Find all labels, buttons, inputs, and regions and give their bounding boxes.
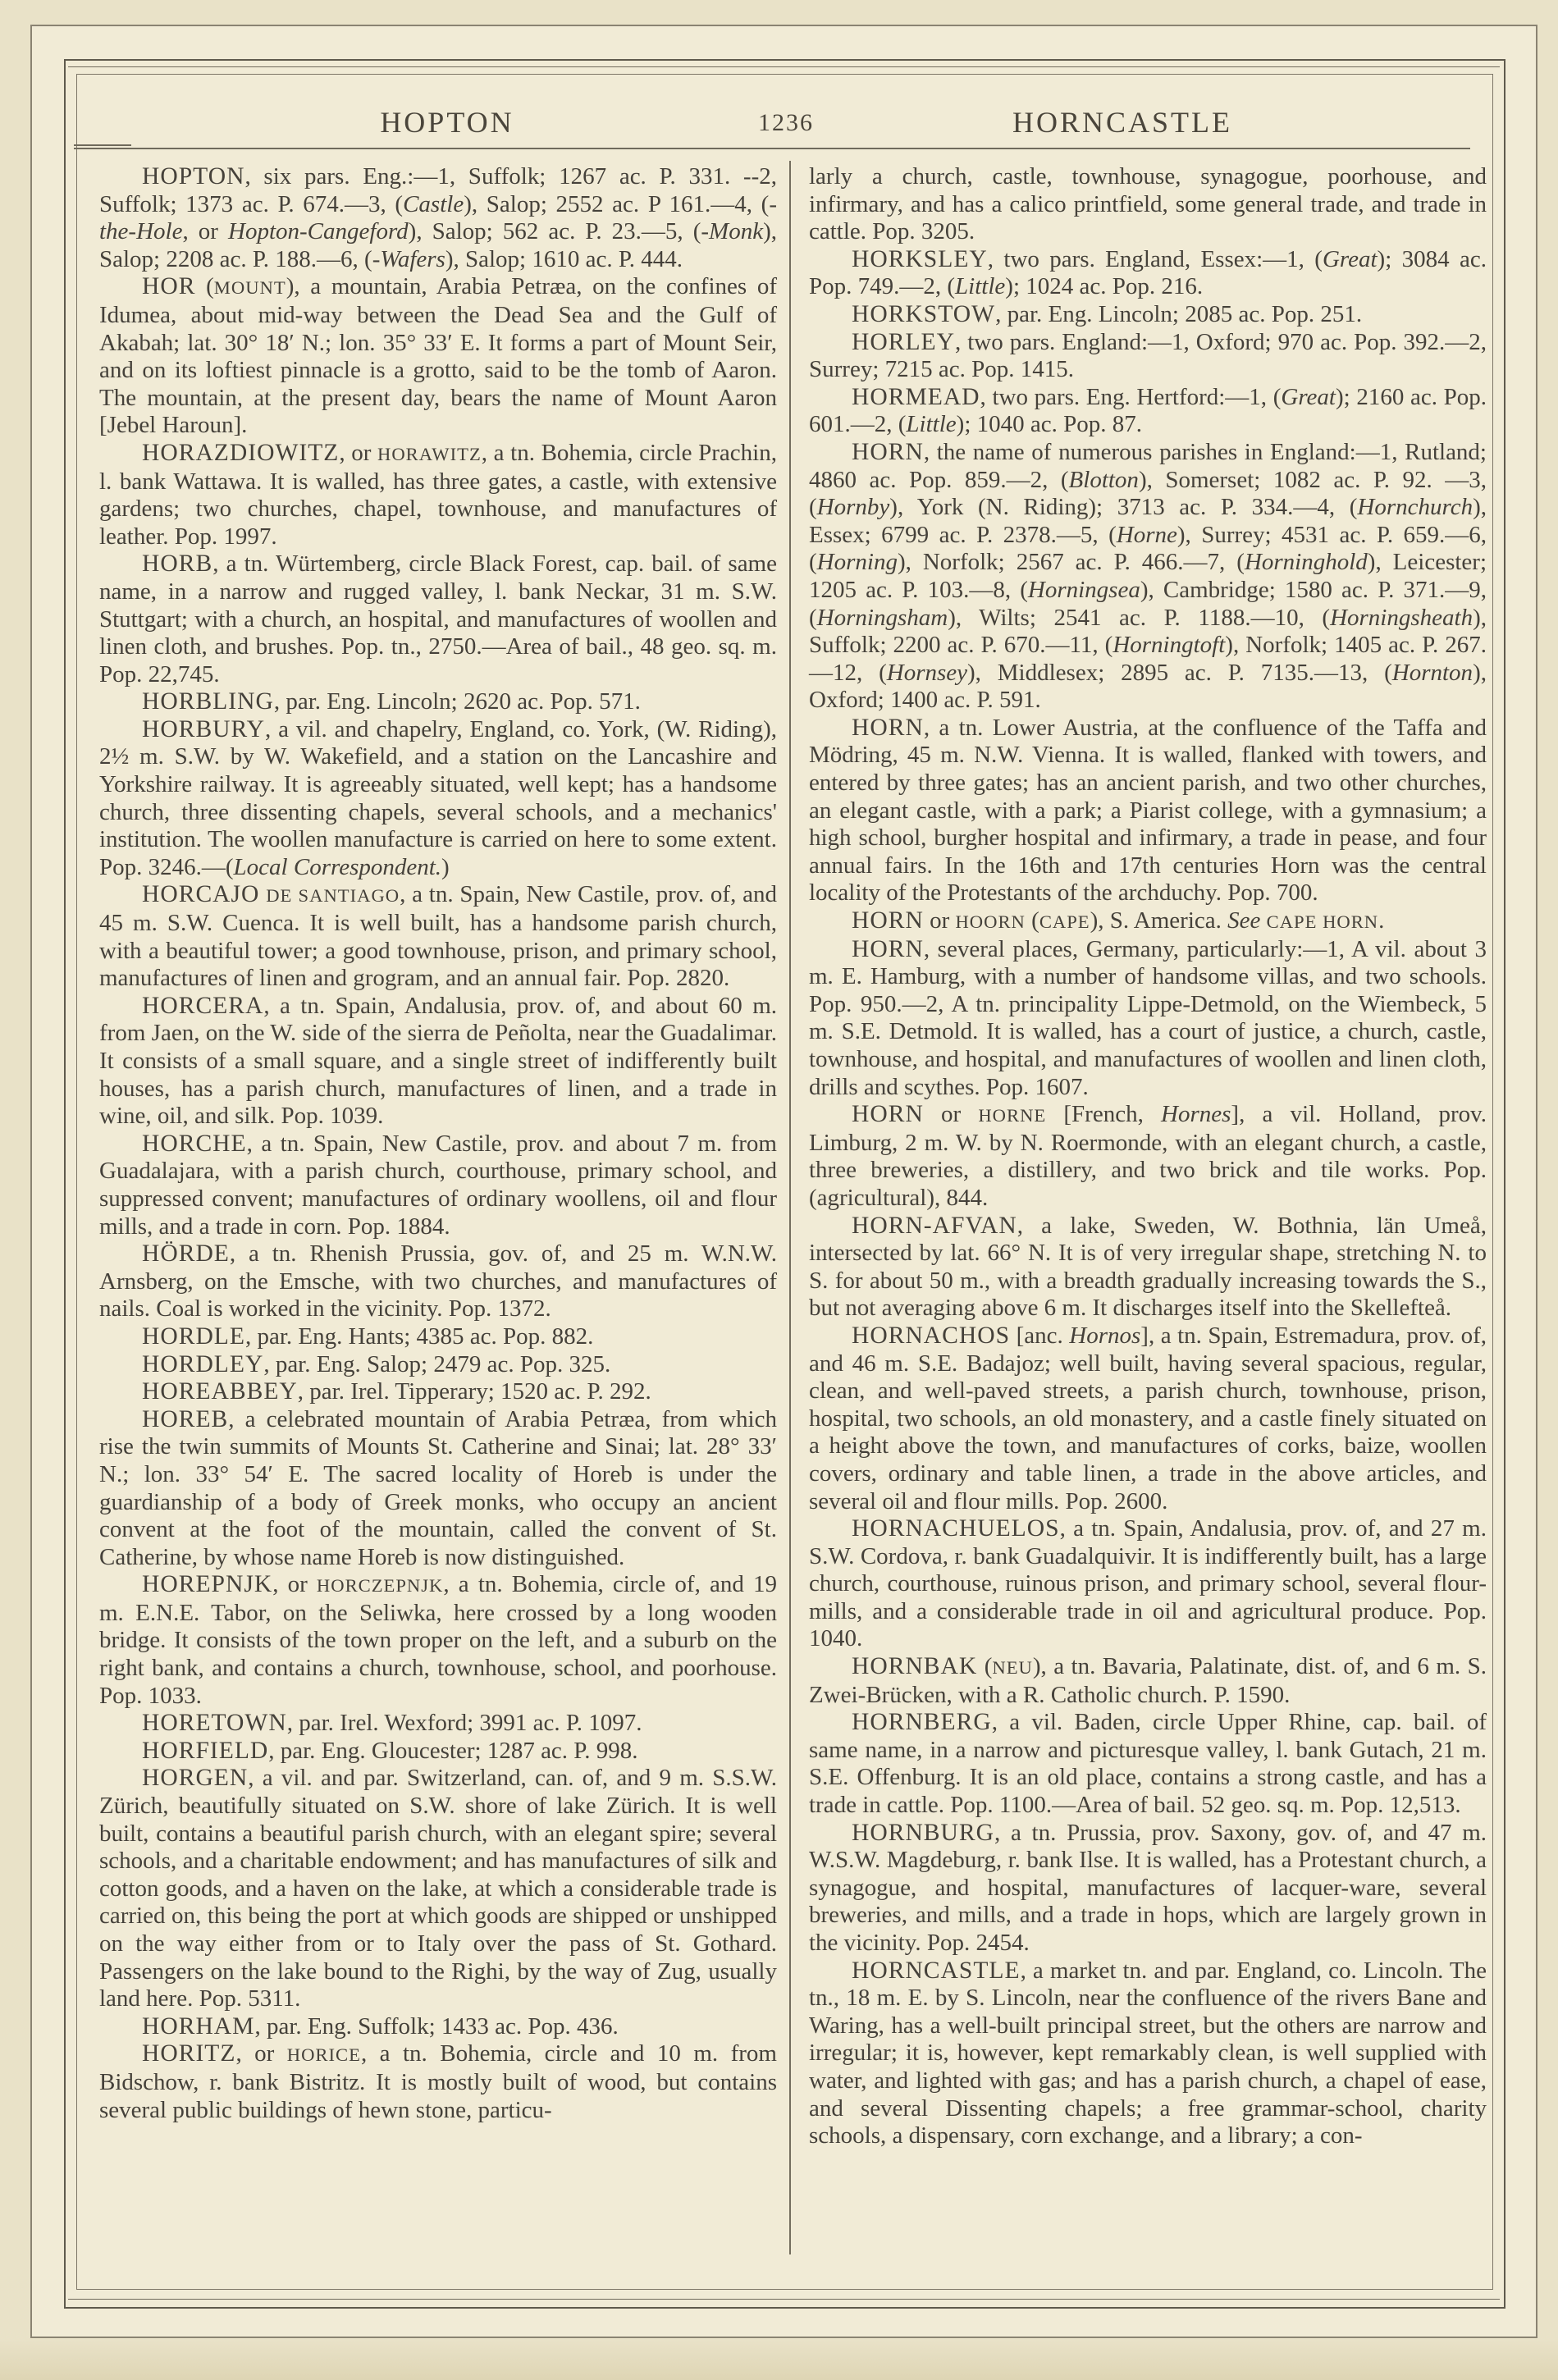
entry-text: ); 2160 ac. Pop. 601.—2, ( <box>809 383 1487 438</box>
entry-headword: HORBURY <box>142 715 265 742</box>
gazetteer-entry-hornachos <box>809 1322 1487 1515</box>
entry-text: -the-Hole <box>99 190 777 245</box>
entry-text: , par. Eng. Hants; 4385 ac. Pop. 882. <box>244 1322 594 1350</box>
gazetteer-entry-horn-austria <box>809 715 1487 907</box>
entry-text: ( <box>1025 907 1039 934</box>
entry-headword: HORBLING <box>142 688 274 715</box>
entry-text: , or <box>235 2040 287 2067</box>
entry-text: , several places, Germany, particularly:—1, A vil. about 3 m. E. Hamburg, with a number of handsome villas, and two schools. Pop. 950.—2, A tn. principality Lippe-Detmold, on the Wiembeck, 5 m. S.E. Detmold. It is walled, has a court of justice, a church, castle, townhouse, and hospital, and manufactures of woollen and linen cloth, drills and scythes. Pop. 1607. <box>809 935 1487 1100</box>
gazetteer-entry-horche <box>99 1131 777 1240</box>
entry-headword: HORDLE <box>142 1322 245 1350</box>
gazetteer-entry-horbury <box>99 716 777 882</box>
entry-text: , a market tn. and par. England, co. Lincoln. The tn., 18 m. E. by S. Lincoln, near the confluence of the rivers Bane and Waring, has a well-built principal street, but the others are narrow and irregular; it is, however, kept remarkably clean, is well supplied with water, and lighted with gas; and has a parish church, a chapel of ease, and several Dissenting chapels; a free grammar-school, charity schools, a dispensary, corn exchange, and a library; a con- <box>809 1957 1487 2149</box>
gazetteer-entry-horn-cape <box>809 907 1487 936</box>
entry-text: Horningsea <box>1027 576 1140 603</box>
entry-text: , par. Irel. Wexford; 3991 ac. P. 1097. <box>286 1710 642 1737</box>
gazetteer-entry-horbling <box>99 688 777 716</box>
gazetteer-entry-horepnjk <box>99 1571 777 1710</box>
entry-text: larly a church, castle, townhouse, synagogue, poorhouse, and infirmary, and has a calico printfield, some general trade, and trade in cattle. Pop. 3205. <box>809 163 1487 245</box>
entry-headword: HORB <box>142 550 213 578</box>
entry-headword: HORNBURG <box>852 1819 994 1846</box>
entry-text: , two pars. England, Essex:—1, ( <box>987 245 1323 272</box>
entry-headword: HORCAJO <box>142 881 260 908</box>
entry-text: ), Salop; 2208 ac. P. 188.—6, ( <box>99 218 777 272</box>
gazetteer-entry-hornachuelos <box>809 1515 1487 1653</box>
entry-text: , a vil. and par. Switzerland, can. of, and 9 m. S.S.W. Zürich, beautifully situated on S.W. shore of lake Zürich. It is well built, contains a beautiful parish church, with an elegant spire; several schools, and a charitable endowment; and has manufactures of silk and cotton goods, and a haven on the lake, at which a considerable trade is carried on, this being the port at which goods are shipped or unshipped on the way either from or to Italy over the pass of St. Gothard. Passengers on the lake bound to the Righi, by the way of Zug, usually land here. Pop. 5311. <box>99 1765 777 2012</box>
entry-text: ), Somerset; 1082 ac. P. 92. —3, ( <box>809 466 1487 521</box>
entry-text: , a tn. Spain, New Castile, prov. of, and 45 m. S.W. Cuenca. It is well built, has a handsome parish church, with a beautiful tower; a good townhouse, prison, and primary school, manufactures of linen and grogram, and an annual fair. Pop. 2820. <box>99 881 777 992</box>
entry-text: , a tn. Spain, Andalusia, prov. of, and 27 m. S.W. Cordova, r. bank Guadalquivir. It is indifferently built, has a large church, courthouse, ruinous prison, and primary school, several flour-mills, and a considerable trade in oil and agricultural produce. Pop. 1040. <box>809 1515 1487 1652</box>
entry-text: Castle <box>403 190 464 217</box>
gazetteer-entry-hordley <box>99 1351 777 1379</box>
column-divider-rule <box>789 161 791 2254</box>
entry-headword: HORNBAK <box>852 1653 978 1680</box>
gazetteer-entry-hordle <box>99 1323 777 1351</box>
entry-headword: HORCERA <box>142 992 264 1019</box>
entry-headword: HORKSLEY <box>852 245 988 272</box>
entry-headword: HOREB <box>142 1405 229 1432</box>
entry-headword: HORLEY <box>852 328 955 355</box>
gazetteer-entry-hor-mount <box>99 273 777 440</box>
entry-headword: HORNACHOS <box>852 1322 1011 1349</box>
entry-text: Horningsheath <box>1330 604 1473 631</box>
gazetteer-entry-horn-parishes <box>809 439 1487 715</box>
entry-text: Hornton <box>1391 659 1473 686</box>
frame-rule-top <box>68 66 1500 67</box>
entry-text: , a tn. Lower Austria, at the confluence of the Taffa and Mödring, 45 m. N.W. Vienna. It is walled, flanked with towers, and entered by three gates; has an ancient parish, and two other churches, an elegant castle, with a park; a Piarist college, with a gymnasium; a high school, burgher hospital and infirmary, a trade in pease, and four annual fairs. In the 16th and 17th centuries Horn was the central locality of the Protestants of the archduchy. Pop. 700. <box>809 714 1487 907</box>
entry-text: HOORN <box>955 911 1026 933</box>
entry-text: ), Salop; 1610 ac. P. 444. <box>445 245 683 272</box>
entry-headword: HORCHE <box>142 1130 247 1157</box>
entry-text: , a tn. Bohemia, circle Prachin, l. bank Wattawa. It is walled, has three gates, a castle, with extensive gardens; two churches, chapel, townhouse, and manufactures of leather. Pop. 1997. <box>99 439 777 550</box>
entry-headword: HORFIELD <box>142 1737 269 1764</box>
entry-text: Horningsham <box>816 604 948 631</box>
entry-text: ), Suffolk; 2200 ac. P. 670.—11, ( <box>809 604 1487 659</box>
entry-text: ), S. America. <box>1090 907 1228 934</box>
entry-text: Little <box>906 411 957 438</box>
entry-text: , a tn. Würtemberg, circle Black Forest, cap. bail. of same name, in a narrow and rugged valley, l. bank Neckar, 31 m. S.W. Stuttgart; with a church, an hospital, and manufactures of woollen and linen cloth, and brushes. Pop. tn., 2750.—Area of bail., 48 geo. sq. m. Pop. 22,745. <box>99 550 777 688</box>
entry-text: HORNE <box>978 1105 1047 1126</box>
entry-text: , a tn. Spain, New Castile, prov. and about 7 m. from Guadalajara, with a parish church, courthouse, primary school, and suppressed convent; manufactures of ordinary woollens, oil and flour mills, and a trade in corn. Pop. 1884. <box>99 1130 777 1240</box>
entry-text: , two pars. England:—1, Oxford; 970 ac. Pop. 392.—2, Surrey; 7215 ac. Pop. 1415. <box>809 328 1487 383</box>
gazetteer-entry-hormead <box>809 384 1487 439</box>
entry-text: ), a tn. Bavaria, Palatinate, dist. of, and 6 m. S. Zwei-Brücken, with a R. Catholic church. P. 1590. <box>809 1653 1487 1708</box>
entry-headword: HORETOWN <box>142 1710 287 1737</box>
entry-headword: HORITZ <box>142 2040 236 2067</box>
entry-text: [French, <box>1046 1101 1162 1128</box>
entry-text: Little <box>955 273 1006 300</box>
gazetteer-entry-horeb <box>99 1406 777 1572</box>
entry-text: or <box>923 907 956 934</box>
entry-text: -Monk <box>701 218 764 245</box>
entry-headword: HOREABBEY <box>142 1378 298 1405</box>
entry-text <box>1260 907 1266 934</box>
running-head <box>0 105 1558 146</box>
gazetteer-entry-horn-afvan <box>809 1213 1487 1322</box>
gazetteer-entry-hornbak <box>809 1653 1487 1709</box>
entry-headword: HORHAM <box>142 2012 255 2040</box>
entry-headword: HOR <box>142 273 196 300</box>
entry-headword: HORNCASTLE <box>852 1957 1021 1984</box>
entry-text: CAPE <box>1039 911 1090 933</box>
entry-headword: HORGEN <box>142 1765 249 1792</box>
entry-text: ], a tn. Spain, Estremadura, prov. of, and 46 m. S.E. Badajoz; well built, having several spacious, regular, clean, and well-paved streets, a parish church, townhouse, prison, hospital, two schools, an old monastery, and a castle finely situated on a height above the town, and manufactures of corks, baize, woollen covers, ordinary and table linen, a trade in the above articles, and several oil and flour mills. Pop. 2600. <box>809 1322 1487 1514</box>
entry-text: Hornby <box>816 494 890 521</box>
entry-text: HORICE <box>286 2044 361 2066</box>
entry-headword: HOPTON <box>142 163 245 190</box>
entry-text: Hornsey <box>886 659 968 686</box>
gazetteer-entry-hoerde <box>99 1240 777 1323</box>
gazetteer-entry-horfield <box>99 1738 777 1766</box>
entry-text: , or <box>339 439 378 466</box>
entry-text: HORAWITZ <box>377 443 482 464</box>
entry-headword: HORNBERG <box>852 1709 992 1736</box>
entry-text: HORCZEPNJK <box>316 1575 444 1597</box>
entry-text: MOUNT <box>213 277 286 299</box>
running-head-right: HORNCASTLE <box>1012 106 1232 139</box>
page-bottom-shadow <box>0 2340 1558 2380</box>
left-column <box>99 163 777 2124</box>
entry-text: Horningtoft <box>1113 632 1226 659</box>
entry-headword: HORN <box>852 907 924 934</box>
entry-text: Blotton <box>1068 466 1139 493</box>
entry-text: ), York (N. Riding); 3713 ac. P. 334.—4, ( <box>889 494 1358 521</box>
entry-text: ), Salop; 562 ac. P. 23.—5, ( <box>408 218 701 245</box>
entry-text: Hornos <box>1069 1322 1141 1349</box>
entry-text: , two pars. Eng. Hertford:—1, ( <box>980 383 1282 410</box>
entry-text: Great <box>1281 383 1336 410</box>
gazetteer-entry-horn-germany <box>809 936 1487 1102</box>
entry-text: ), Surrey; 4531 ac. P. 659.—6, ( <box>809 521 1487 576</box>
entry-text: , or <box>182 218 229 245</box>
entry-text: , a vil. Baden, circle Upper Rhine, cap. bail. of same name, in a narrow and picturesque valley, l. bank Gutach, 21 m. S.E. Offenburg. It is an old place, contains a strong castle, and has a trade in cattle. Pop. 1100.—Area of bail. 52 geo. sq. m. Pop. 12,513. <box>809 1709 1487 1819</box>
entry-text: NEU <box>992 1657 1033 1679</box>
entry-text: ); 1040 ac. Pop. 87. <box>956 411 1142 438</box>
entry-text: , par. Eng. Suffolk; 1433 ac. Pop. 436. <box>254 2012 619 2040</box>
entry-text: ), Leicester; 1205 ac. P. 103.—8, ( <box>809 549 1487 603</box>
entry-text: , a tn. Bohemia, circle and 10 m. from Bidschow, r. bank Bistritz. It is mostly built of wood, but contains several public buildings of hewn stone, particu- <box>99 2040 777 2123</box>
entry-text: , par. Eng. Gloucester; 1287 ac. P. 998. <box>268 1737 638 1764</box>
entry-text: Hornes <box>1161 1101 1231 1128</box>
entry-text: Horne <box>1116 521 1177 548</box>
entry-text: Horninghold <box>1244 549 1368 576</box>
entry-text: Hopton-Cangeford <box>228 218 409 245</box>
entry-headword: HORN <box>852 438 924 465</box>
entry-text: , par. Irel. Tipperary; 1520 ac. P. 292. <box>297 1378 651 1405</box>
entry-text: ); 3084 ac. Pop. 749.—2, ( <box>809 245 1487 300</box>
frame-rule-bottom <box>68 2299 1500 2300</box>
entry-headword: HÖRDE <box>142 1240 230 1268</box>
entry-text: , a tn. Rhenish Prussia, gov. of, and 25 m. W.N.W. Arnsberg, on the Emsche, with two churches, and manufactures of nails. Coal is worked in the vicinity. Pop. 1372. <box>99 1240 777 1322</box>
entry-text: ( <box>977 1653 993 1680</box>
entry-text: , a tn. Bohemia, circle of, and 19 m. E.N.E. Tabor, on the Seliwka, here crossed by a long wooden bridge. It consists of the town proper on the left, and a suburb on the right bank, and contains a church, townhouse, school, and poorhouse. Pop. 1033. <box>99 1571 777 1709</box>
entry-text: Great <box>1322 245 1378 272</box>
right-column <box>809 163 1487 2150</box>
entry-headword: HORMEAD <box>852 383 980 410</box>
entry-headword: HORN <box>852 1101 924 1128</box>
gazetteer-entry-horeabbey <box>99 1378 777 1406</box>
running-head-left: HOPTON <box>380 106 514 139</box>
entry-text: , par. Eng. Lincoln; 2620 ac. Pop. 571. <box>273 688 641 715</box>
entry-text: See <box>1227 907 1261 934</box>
entry-headword: HORDLEY <box>142 1350 264 1377</box>
entry-text: . <box>1378 907 1385 934</box>
entry-text: ), a mountain, Arabia Petræa, on the confines of Idumea, about mid-way between the Dead Sea and the Gulf of Akabah; lat. 30° 18′ N.; lon. 35° 33′ E. It forms a part of Mount Seir, and on its loftiest pinnacle is a grotto, said to be the tomb of Aaron. The mountain, at the present day, bears the name of Mount Aaron [Jebel Haroun]. <box>99 273 777 439</box>
entry-text: or <box>923 1101 979 1128</box>
entry-headword: HOREPNJK <box>142 1571 273 1598</box>
gazetteer-entry-horazdiowitz <box>99 440 777 550</box>
gazetteer-entry-hopton <box>99 163 777 273</box>
entry-text: ), Salop; 2552 ac. P 161.—4, ( <box>464 190 770 217</box>
entry-text: , a tn. Prussia, prov. Saxony, gov. of, and 47 m. W.S.W. Magdeburg, r. bank Ilse. It is walled, has a Protestant church, a synagogue, and hospital, manufactures of lacquer-ware, several breweries, and mills, and a trade in hops, which are largely grown in the vicinity. Pop. 2454. <box>809 1819 1487 1956</box>
entry-text: Local Correspondent. <box>233 853 442 880</box>
entry-text: ], a vil. Holland, prov. Limburg, 2 m. W. by N. Roermonde, with an elegant church, a castle, three breweries, a distillery, and two brick and tile works. Pop. (agricultural), 844. <box>809 1101 1487 1211</box>
gazetteer-entry-horn-holland <box>809 1101 1487 1212</box>
gazetteer-entry-horley <box>809 329 1487 384</box>
entry-headword: HORN-AFVAN <box>852 1212 1017 1239</box>
entry-text: CAPE HORN <box>1266 911 1379 933</box>
gazetteer-entry-horetown <box>99 1710 777 1738</box>
gazetteer-entry-horitz-continuation <box>809 163 1487 246</box>
header-rule-dash <box>74 144 131 146</box>
entry-headword: HORN <box>852 935 924 962</box>
entry-text: DE SANTIAGO <box>266 885 400 907</box>
entry-text: ), Norfolk; 2567 ac. P. 466.—7, ( <box>897 549 1245 576</box>
gazetteer-entry-horcera <box>99 993 777 1131</box>
entry-text: ( <box>195 273 214 300</box>
entry-headword: HORKSTOW <box>852 300 996 327</box>
entry-text: , or <box>272 1571 317 1598</box>
gazetteer-entry-horcajo-de-santiago <box>99 881 777 992</box>
gazetteer-entry-horksley <box>809 246 1487 301</box>
gazetteer-entry-horitz <box>99 2040 777 2124</box>
entry-text: -Wafers <box>372 245 445 272</box>
gazetteer-entry-hornburg <box>809 1820 1487 1957</box>
gazetteer-entry-hornberg <box>809 1709 1487 1819</box>
entry-text: ), Essex; 6799 ac. P. 2378.—5, ( <box>809 494 1487 548</box>
entry-text: , six pars. Eng.:—1, Suffolk; 1267 ac. P. 331. --2, Suffolk; 1373 ac. P. 674.—3, ( <box>99 163 777 217</box>
gazetteer-entry-horgen <box>99 1765 777 2012</box>
entry-text: ), Norfolk; 1405 ac. P. 267.—12, ( <box>809 632 1487 686</box>
entry-text: , the name of numerous parishes in England:—1, Rutland; 4860 ac. Pop. 859.—2, ( <box>809 438 1487 493</box>
entry-text: ), Oxford; 1400 ac. P. 591. <box>809 659 1487 714</box>
gazetteer-entry-horb <box>99 550 777 688</box>
gazetteer-entry-horham <box>99 2013 777 2041</box>
entry-text: [anc. <box>1010 1322 1070 1349</box>
entry-text: ), Cambridge; 1580 ac. P. 371.—9, ( <box>809 576 1487 631</box>
entry-text: ); 1024 ac. Pop. 216. <box>1005 273 1204 300</box>
entry-text: , par. Eng. Lincoln; 2085 ac. Pop. 251. <box>995 300 1363 327</box>
entry-headword: HORAZDIOWITZ <box>142 439 340 466</box>
entry-headword: HORN <box>852 714 924 741</box>
entry-text: ), Middlesex; 2895 ac. P. 7135.—13, ( <box>967 659 1392 686</box>
entry-text: , par. Eng. Salop; 2479 ac. Pop. 325. <box>263 1350 611 1377</box>
entry-text: , a lake, Sweden, W. Bothnia, län Umeå, intersected by lat. 66° N. It is of very irregular shape, stretching N. to S. for about 50 m., with a breadth gradually increasing towards the S., but not averaging above 6 m. It discharges itself into the Skellefteå. <box>809 1212 1487 1322</box>
entry-text: ), Wilts; 2541 ac. P. 1188.—10, ( <box>948 604 1331 631</box>
entry-text: , a tn. Spain, Andalusia, prov. of, and about 60 m. from Jaen, on the W. side of the sierra de Peñolta, near the Guadalimar. It consists of a small square, and a single street of indifferently built houses, has a parish church, manufactures of linen, and a trade in wine, oil, and silk. Pop. 1039. <box>99 992 777 1130</box>
page-number: 1236 <box>758 109 814 136</box>
entry-text: , a celebrated mountain of Arabia Petræa, from which rise the twin summits of Mounts St. Catherine and Sinai; lat. 28° 33′ N.; lon. 33° 54′ E. The sacred locality of Horeb is under the guardianship of a body of Greek monks, who occupy an ancient convent at the foot of the mountain, called the convent of St. Catherine, by whose name Horeb is now distinguished. <box>99 1405 777 1570</box>
entry-headword: HORNACHUELOS <box>852 1515 1060 1542</box>
gazetteer-entry-horkstow <box>809 301 1487 329</box>
entry-text: Hornchurch <box>1357 494 1473 521</box>
entry-text: Horning <box>816 549 898 576</box>
entry-text: ) <box>441 853 450 880</box>
gazetteer-entry-horncastle <box>809 1957 1487 2150</box>
header-rule <box>74 148 1470 149</box>
entry-text: , a vil. and chapelry, England, co. York, (W. Riding), 2½ m. S.W. by W. Wakefield, and a station on the Lancashire and Yorkshire railway. It is agreeably situated, well kept; has a handsome church, three dissenting chapels, several schools, and a mechanics' institution. The woollen manufacture is carried on here to some extent. Pop. 3246.—( <box>99 715 777 880</box>
